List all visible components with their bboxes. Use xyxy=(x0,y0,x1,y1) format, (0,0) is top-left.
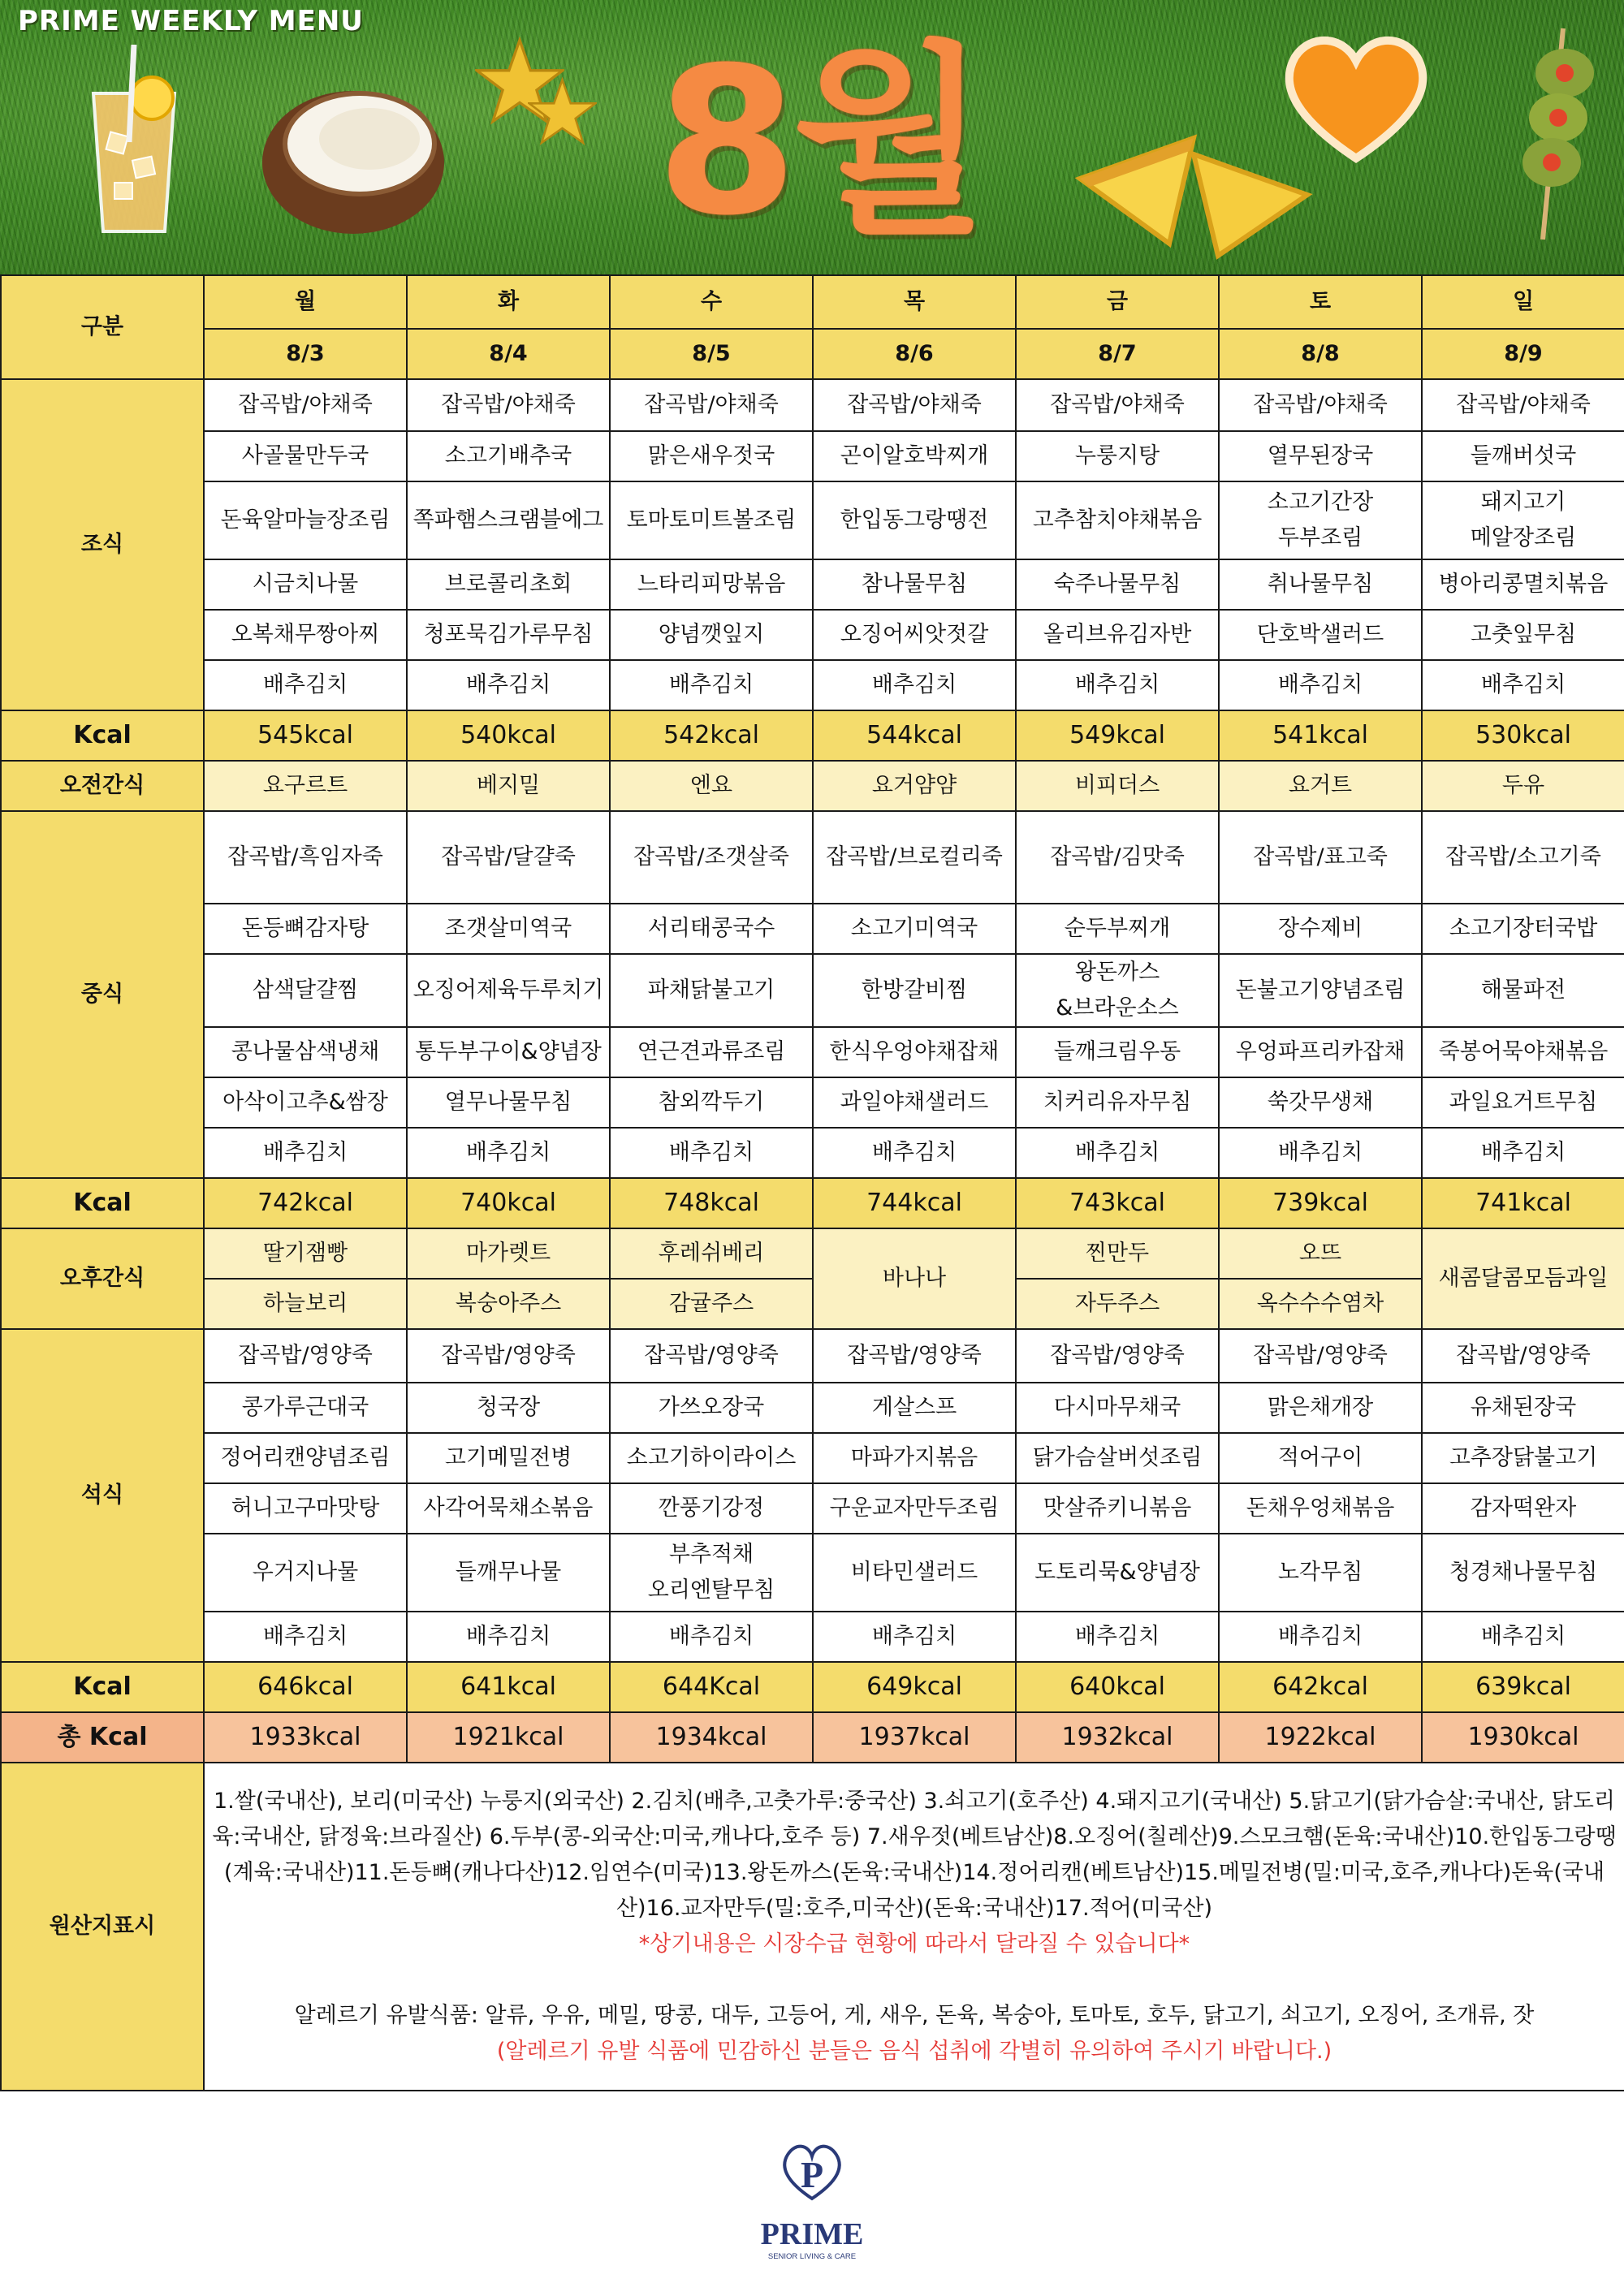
allergy-warning: (알레르기 유발 식품에 민감하신 분들은 음식 섭취에 각별히 유의하여 주시기 바랍니다.) xyxy=(496,2039,1332,2064)
breakfast-item: 잡곡밥/야채죽 xyxy=(1016,379,1219,431)
pm-snack-drink: 자두주스 xyxy=(1016,1279,1219,1329)
lunch-item: 배추김치 xyxy=(813,1128,1016,1178)
breakfast-kcal: 545kcal xyxy=(204,710,407,761)
breakfast-item: 청포묵김가루무침 xyxy=(407,610,610,660)
dinner-item: 맛살쥬키니볶음 xyxy=(1016,1483,1219,1534)
prime-logo xyxy=(755,2135,869,2281)
lunch-item: 배추김치 xyxy=(610,1128,813,1178)
dinner-kcal: 644Kcal xyxy=(610,1662,813,1712)
origin-label: 원산지표시 xyxy=(1,1763,204,2091)
dinner-item: 사각어묵채소볶음 xyxy=(407,1483,610,1534)
kcal-label: Kcal xyxy=(1,1662,204,1712)
breakfast-item: 한입동그랑땡전 xyxy=(813,481,1016,559)
lunch-item: 통두부구이&양념장 xyxy=(407,1027,610,1077)
lunch-item: 장수제비 xyxy=(1219,904,1422,954)
pm-snack-item: 딸기잼빵 xyxy=(204,1228,407,1279)
dinner-kcal: 646kcal xyxy=(204,1662,407,1712)
breakfast-item: 고춧잎무침 xyxy=(1422,610,1624,660)
day-header: 월 xyxy=(204,275,407,329)
dinner-item: 배추김치 xyxy=(204,1612,407,1662)
breakfast-item: 참나물무침 xyxy=(813,559,1016,610)
weekly-menu-table xyxy=(0,274,1624,2091)
pm-snack-item: 오뜨 xyxy=(1219,1228,1422,1279)
lunch-item: 삼색달걀찜 xyxy=(204,954,407,1027)
dinner-item: 적어구이 xyxy=(1219,1433,1422,1483)
day-header: 토 xyxy=(1219,275,1422,329)
breakfast-item: 잡곡밥/야채죽 xyxy=(813,379,1016,431)
lunch-item: 쑥갓무생채 xyxy=(1219,1077,1422,1128)
breakfast-item: 잡곡밥/야채죽 xyxy=(610,379,813,431)
breakfast-item: 배추김치 xyxy=(1422,660,1624,710)
dinner-item: 감자떡완자 xyxy=(1422,1483,1624,1534)
total-kcal: 1933kcal xyxy=(204,1712,407,1763)
lunch-item: 돈등뼈감자탕 xyxy=(204,904,407,954)
dinner-item: 노각무침 xyxy=(1219,1534,1422,1612)
lunch-kcal: 742kcal xyxy=(204,1178,407,1228)
breakfast-item: 시금치나물 xyxy=(204,559,407,610)
lunch-item: 잡곡밥/달걀죽 xyxy=(407,811,610,904)
lunch-label: 중식 xyxy=(1,811,204,1178)
lunch-item: 아삭이고추&쌈장 xyxy=(204,1077,407,1128)
dinner-item: 청국장 xyxy=(407,1383,610,1433)
lunch-item: 파채닭불고기 xyxy=(610,954,813,1027)
am-snack-item: 비피더스 xyxy=(1016,761,1219,811)
day-header: 수 xyxy=(610,275,813,329)
breakfast-item: 배추김치 xyxy=(610,660,813,710)
breakfast-kcal: 540kcal xyxy=(407,710,610,761)
brand-title: PRIME WEEKLY MENU xyxy=(18,5,364,37)
logo-tagline: SENIOR LIVING & CARE xyxy=(767,2252,857,2261)
breakfast-item: 배추김치 xyxy=(1016,660,1219,710)
day-header: 화 xyxy=(407,275,610,329)
lunch-kcal: 740kcal xyxy=(407,1178,610,1228)
dinner-item: 깐풍기강정 xyxy=(610,1483,813,1534)
total-kcal: 1932kcal xyxy=(1016,1712,1219,1763)
dinner-item: 소고기하이라이스 xyxy=(610,1433,813,1483)
lunch-item: 왕돈까스 &브라운소스 xyxy=(1016,954,1219,1027)
lunch-item: 배추김치 xyxy=(204,1128,407,1178)
breakfast-item: 배추김치 xyxy=(813,660,1016,710)
breakfast-item: 토마토미트볼조림 xyxy=(610,481,813,559)
dinner-item: 잡곡밥/영양죽 xyxy=(204,1329,407,1383)
breakfast-item: 사골물만두국 xyxy=(204,431,407,481)
iced-tea-icon xyxy=(77,45,191,240)
lunch-item: 잡곡밥/조갯살죽 xyxy=(610,811,813,904)
lunch-item: 연근견과류조림 xyxy=(610,1027,813,1077)
dinner-item: 배추김치 xyxy=(610,1612,813,1662)
logo-wordmark: PRIME xyxy=(760,2217,864,2251)
dinner-kcal: 649kcal xyxy=(813,1662,1016,1712)
dinner-item: 고기메밀전병 xyxy=(407,1433,610,1483)
dinner-item: 도토리묵&양념장 xyxy=(1016,1534,1219,1612)
breakfast-item: 돼지고기 메알장조림 xyxy=(1422,481,1624,559)
breakfast-item: 취나물무침 xyxy=(1219,559,1422,610)
lunch-item: 배추김치 xyxy=(1016,1128,1219,1178)
date-header: 8/4 xyxy=(407,329,610,379)
dinner-item: 잡곡밥/영양죽 xyxy=(610,1329,813,1383)
dinner-kcal: 640kcal xyxy=(1016,1662,1219,1712)
breakfast-item: 잡곡밥/야채죽 xyxy=(1219,379,1422,431)
lunch-item: 배추김치 xyxy=(1219,1128,1422,1178)
breakfast-item: 맑은새우젓국 xyxy=(610,431,813,481)
header-banner xyxy=(0,0,1624,274)
dinner-item: 잡곡밥/영양죽 xyxy=(1422,1329,1624,1383)
month-title: 8월 xyxy=(656,24,984,260)
olive-skewer-icon xyxy=(1506,24,1604,244)
am-snack-item: 요거트 xyxy=(1219,761,1422,811)
dinner-item: 배추김치 xyxy=(407,1612,610,1662)
lunch-item: 오징어제육두루치기 xyxy=(407,954,610,1027)
dinner-item: 부추적채 오리엔탈무침 xyxy=(610,1534,813,1612)
origin-notes xyxy=(204,1763,1624,2091)
dinner-item: 우거지나물 xyxy=(204,1534,407,1612)
dinner-item: 마파가지볶음 xyxy=(813,1433,1016,1483)
breakfast-item: 병아리콩멸치볶음 xyxy=(1422,559,1624,610)
day-header: 금 xyxy=(1016,275,1219,329)
lunch-item: 조갯살미역국 xyxy=(407,904,610,954)
dinner-item: 다시마무채국 xyxy=(1016,1383,1219,1433)
lunch-item: 소고기미역국 xyxy=(813,904,1016,954)
lunch-item: 참외깍두기 xyxy=(610,1077,813,1128)
dinner-item: 돈채우엉채볶음 xyxy=(1219,1483,1422,1534)
breakfast-item: 소고기배추국 xyxy=(407,431,610,481)
breakfast-item: 브로콜리초회 xyxy=(407,559,610,610)
lunch-item: 우엉파프리카잡채 xyxy=(1219,1027,1422,1077)
breakfast-item: 오징어씨앗젓갈 xyxy=(813,610,1016,660)
lunch-item: 배추김치 xyxy=(407,1128,610,1178)
category-label: 구분 xyxy=(1,275,204,379)
dinner-item: 맑은채개장 xyxy=(1219,1383,1422,1433)
star-icon xyxy=(528,77,597,146)
dinner-item: 배추김치 xyxy=(813,1612,1016,1662)
lunch-item: 잡곡밥/김맛죽 xyxy=(1016,811,1219,904)
dinner-item: 허니고구마맛탕 xyxy=(204,1483,407,1534)
pm-snack-item: 후레쉬베리 xyxy=(610,1228,813,1279)
dinner-item: 배추김치 xyxy=(1016,1612,1219,1662)
lunch-item: 해물파전 xyxy=(1422,954,1624,1027)
breakfast-item: 단호박샐러드 xyxy=(1219,610,1422,660)
pm-snack-drink: 옥수수수염차 xyxy=(1219,1279,1422,1329)
date-header: 8/9 xyxy=(1422,329,1624,379)
lunch-item: 돈불고기양념조림 xyxy=(1219,954,1422,1027)
kcal-label: Kcal xyxy=(1,710,204,761)
date-header: 8/8 xyxy=(1219,329,1422,379)
origin-text: 1.쌀(국내산), 보리(미국산) 누룽지(외국산) 2.김치(배추,고춧가루:중국산) 3.쇠고기(호주산) 4.돼지고기(국내산) 5.닭고기(닭가슴살:국내산, 닭도리육:국내산, 닭정육:브라질산) 6.두부(콩-외국산:미국,캐나다,호주 등) 7.새우젓(베트남산)8.오징어(칠레산)9.스모크햄(돈육:국내산)10.한입동그랑땡(계육:국내산)11.돈등뼈(캐나다산)12.임연수(미국)13.왕돈까스(돈육:국내산)14.정어리캔(베트남산)15.메밀전병(밀:미국,호주,캐나다)돈육(국내산)16.교자만두(밀:호주,미국산)(돈육:국내산)17.적어(미국산) xyxy=(212,1789,1617,1921)
dinner-item: 정어리캔양념조림 xyxy=(204,1433,407,1483)
orange-heart-icon xyxy=(1279,28,1433,166)
breakfast-item: 숙주나물무침 xyxy=(1016,559,1219,610)
lunch-item: 열무나물무침 xyxy=(407,1077,610,1128)
lunch-item: 순두부찌개 xyxy=(1016,904,1219,954)
dinner-item: 잡곡밥/영양죽 xyxy=(407,1329,610,1383)
breakfast-item: 배추김치 xyxy=(1219,660,1422,710)
lunch-item: 죽봉어묵야채볶음 xyxy=(1422,1027,1624,1077)
total-kcal: 1937kcal xyxy=(813,1712,1016,1763)
breakfast-item: 잡곡밥/야채죽 xyxy=(1422,379,1624,431)
breakfast-item: 느타리피망볶음 xyxy=(610,559,813,610)
dinner-item: 구운교자만두조림 xyxy=(813,1483,1016,1534)
date-header: 8/3 xyxy=(204,329,407,379)
breakfast-item: 잡곡밥/야채죽 xyxy=(204,379,407,431)
dinner-item: 배추김치 xyxy=(1219,1612,1422,1662)
lunch-item: 과일요거트무침 xyxy=(1422,1077,1624,1128)
lunch-item: 콩나물삼색냉채 xyxy=(204,1027,407,1077)
pm-snack-item: 새콤달콤모듬과일 xyxy=(1422,1228,1624,1329)
breakfast-item: 배추김치 xyxy=(407,660,610,710)
dinner-kcal: 641kcal xyxy=(407,1662,610,1712)
date-header: 8/6 xyxy=(813,329,1016,379)
lunch-item: 잡곡밥/흑임자죽 xyxy=(204,811,407,904)
total-kcal: 1934kcal xyxy=(610,1712,813,1763)
breakfast-item: 열무된장국 xyxy=(1219,431,1422,481)
pm-snack-item: 찐만두 xyxy=(1016,1228,1219,1279)
dinner-item: 잡곡밥/영양죽 xyxy=(1016,1329,1219,1383)
breakfast-item: 소고기간장 두부조림 xyxy=(1219,481,1422,559)
dinner-item: 잡곡밥/영양죽 xyxy=(1219,1329,1422,1383)
breakfast-item: 잡곡밥/야채죽 xyxy=(407,379,610,431)
dinner-label: 석식 xyxy=(1,1329,204,1662)
lunch-item: 잡곡밥/브로컬리죽 xyxy=(813,811,1016,904)
lunch-item: 잡곡밥/표고죽 xyxy=(1219,811,1422,904)
total-kcal: 1930kcal xyxy=(1422,1712,1624,1763)
lunch-item: 한방갈비찜 xyxy=(813,954,1016,1027)
day-header: 목 xyxy=(813,275,1016,329)
allergy-list: 알레르기 유발식품: 알류, 우유, 메밀, 땅콩, 대두, 고등어, 게, 새우, 돈육, 복숭아, 토마토, 호두, 닭고기, 쇠고기, 오징어, 조개류, 잣 xyxy=(294,2003,1535,2028)
am-snack-item: 요구르트 xyxy=(204,761,407,811)
lunch-item: 잡곡밥/소고기죽 xyxy=(1422,811,1624,904)
am-snack-item: 엔요 xyxy=(610,761,813,811)
lunch-item: 서리태콩국수 xyxy=(610,904,813,954)
dinner-item: 유채된장국 xyxy=(1422,1383,1624,1433)
dinner-item: 들깨무나물 xyxy=(407,1534,610,1612)
breakfast-item: 양념깻잎지 xyxy=(610,610,813,660)
dinner-item: 게살스프 xyxy=(813,1383,1016,1433)
total-kcal: 1922kcal xyxy=(1219,1712,1422,1763)
date-header: 8/7 xyxy=(1016,329,1219,379)
lunch-kcal: 741kcal xyxy=(1422,1178,1624,1228)
lunch-kcal: 748kcal xyxy=(610,1178,813,1228)
breakfast-item: 쪽파햄스크램블에그 xyxy=(407,481,610,559)
breakfast-item: 고추참치야채볶음 xyxy=(1016,481,1219,559)
lunch-item: 치커리유자무침 xyxy=(1016,1077,1219,1128)
am-snack-item: 베지밀 xyxy=(407,761,610,811)
breakfast-item: 배추김치 xyxy=(204,660,407,710)
dinner-item: 비타민샐러드 xyxy=(813,1534,1016,1612)
am-snack-label: 오전간식 xyxy=(1,761,204,811)
lunch-item: 한식우엉야채잡채 xyxy=(813,1027,1016,1077)
total-kcal-label: 총 Kcal xyxy=(1,1712,204,1763)
am-snack-item: 요거얌얌 xyxy=(813,761,1016,811)
dinner-item: 가쓰오장국 xyxy=(610,1383,813,1433)
total-kcal: 1921kcal xyxy=(407,1712,610,1763)
breakfast-item: 오복채무짱아찌 xyxy=(204,610,407,660)
breakfast-kcal: 549kcal xyxy=(1016,710,1219,761)
dinner-item: 고추장닭불고기 xyxy=(1422,1433,1624,1483)
breakfast-kcal: 542kcal xyxy=(610,710,813,761)
breakfast-kcal: 530kcal xyxy=(1422,710,1624,761)
pm-snack-drink: 복숭아주스 xyxy=(407,1279,610,1329)
dinner-item: 닭가슴살버섯조림 xyxy=(1016,1433,1219,1483)
breakfast-kcal: 544kcal xyxy=(813,710,1016,761)
lunch-item: 들깨크림우동 xyxy=(1016,1027,1219,1077)
lunch-item: 배추김치 xyxy=(1422,1128,1624,1178)
breakfast-kcal: 541kcal xyxy=(1219,710,1422,761)
coconut-icon xyxy=(256,69,451,240)
pm-snack-item: 마가렛트 xyxy=(407,1228,610,1279)
breakfast-item: 누룽지탕 xyxy=(1016,431,1219,481)
pm-snack-item: 바나나 xyxy=(813,1228,1016,1329)
kcal-label: Kcal xyxy=(1,1178,204,1228)
lunch-kcal: 743kcal xyxy=(1016,1178,1219,1228)
lunch-item: 소고기장터국밥 xyxy=(1422,904,1624,954)
dinner-item: 콩가루근대국 xyxy=(204,1383,407,1433)
breakfast-label: 조식 xyxy=(1,379,204,710)
pm-snack-drink: 감귤주스 xyxy=(610,1279,813,1329)
lunch-kcal: 739kcal xyxy=(1219,1178,1422,1228)
pm-snack-drink: 하늘보리 xyxy=(204,1279,407,1329)
breakfast-item: 돈육알마늘장조림 xyxy=(204,481,407,559)
svg-text:P: P xyxy=(800,2154,824,2195)
dinner-kcal: 642kcal xyxy=(1219,1662,1422,1712)
breakfast-item: 올리브유김자반 xyxy=(1016,610,1219,660)
supply-notice: *상기내용은 시장수급 현황에 따라서 달라질 수 있습니다* xyxy=(638,1931,1190,1957)
date-header: 8/5 xyxy=(610,329,813,379)
dinner-item: 잡곡밥/영양죽 xyxy=(813,1329,1016,1383)
day-header: 일 xyxy=(1422,275,1624,329)
pm-snack-label: 오후간식 xyxy=(1,1228,204,1329)
dinner-item: 배추김치 xyxy=(1422,1612,1624,1662)
breakfast-item: 들깨버섯국 xyxy=(1422,431,1624,481)
dinner-item: 청경채나물무침 xyxy=(1422,1534,1624,1612)
breakfast-item: 곤이알호박찌개 xyxy=(813,431,1016,481)
lunch-item: 과일야채샐러드 xyxy=(813,1077,1016,1128)
dinner-kcal: 639kcal xyxy=(1422,1662,1624,1712)
am-snack-item: 두유 xyxy=(1422,761,1624,811)
lunch-kcal: 744kcal xyxy=(813,1178,1016,1228)
